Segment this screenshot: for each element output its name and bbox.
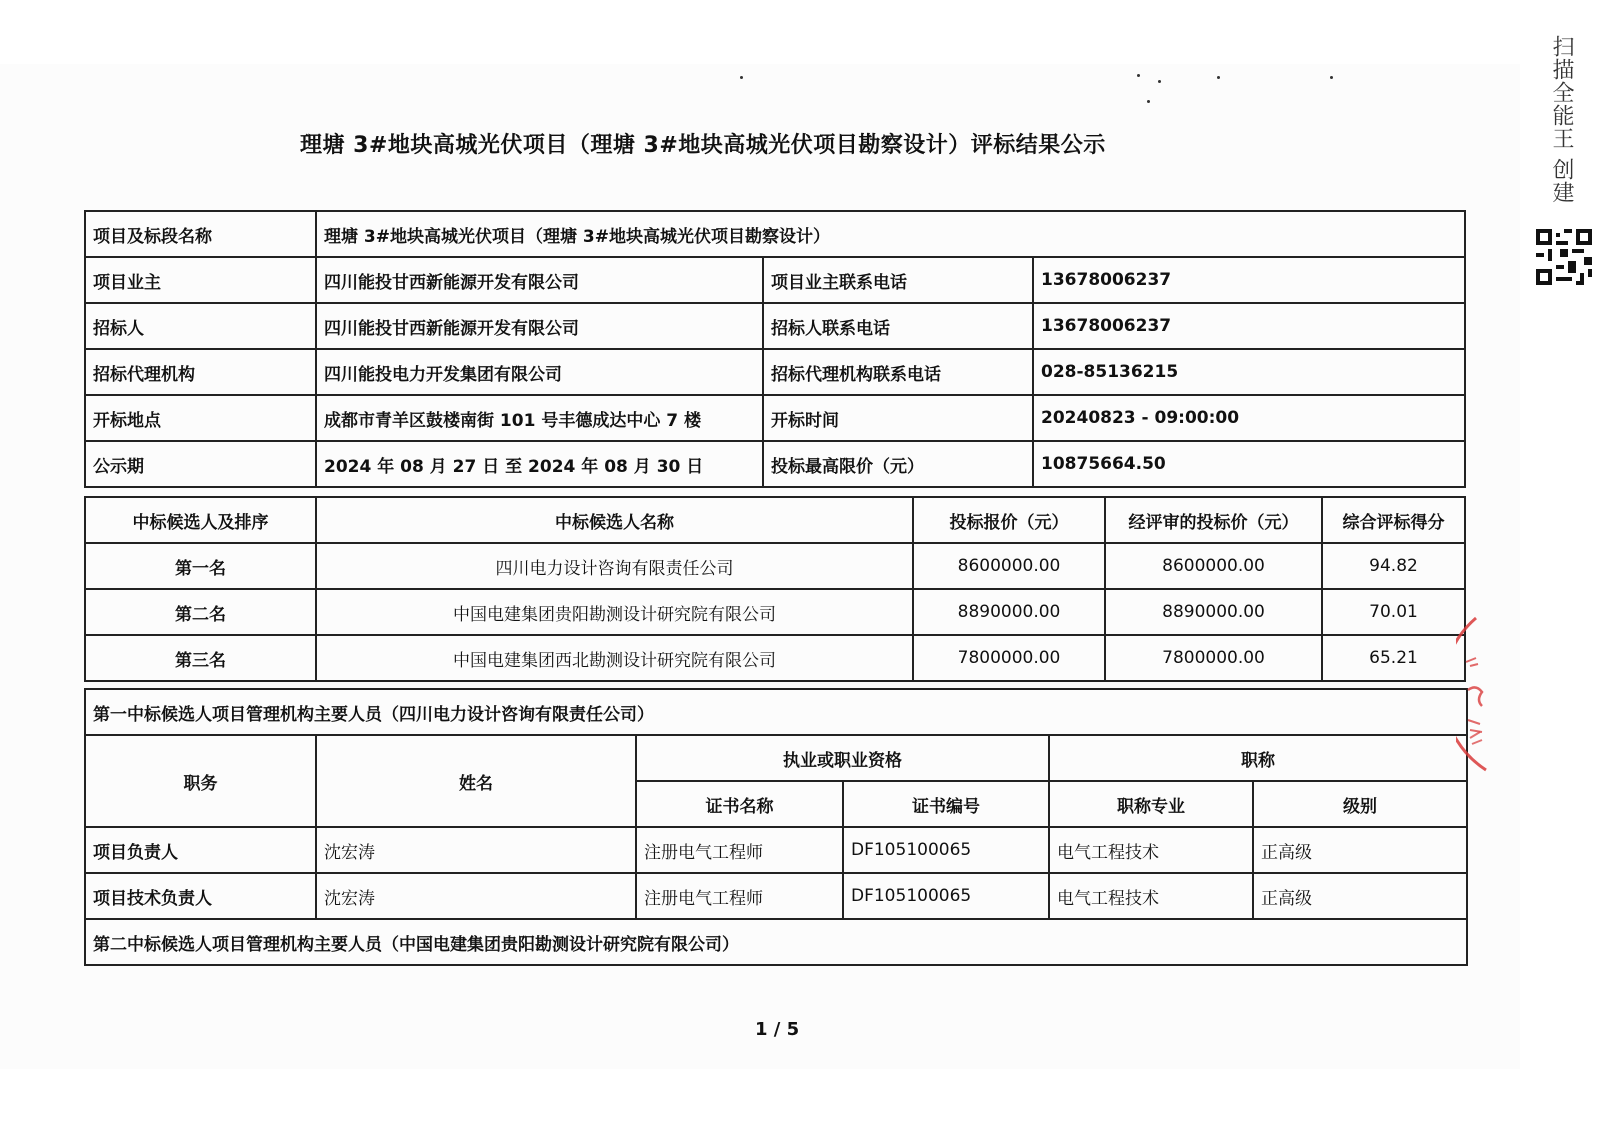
- owner-phone-value: 13678006237: [1033, 257, 1465, 303]
- rank-cell: 第三名: [85, 635, 316, 681]
- header-reviewed-price: 经评审的投标价（元）: [1105, 497, 1322, 543]
- table-row: [85, 441, 1465, 487]
- level-cell: 正高级: [1253, 827, 1467, 873]
- candidate-name-cell: 四川电力设计咨询有限责任公司: [316, 543, 913, 589]
- header-title: 职称: [1049, 735, 1467, 781]
- tenderer-phone-label: 招标人联系电话: [763, 303, 1033, 349]
- level-cell: 正高级: [1253, 873, 1467, 919]
- project-info-table: [84, 210, 1466, 488]
- open-time-label: 开标时间: [763, 395, 1033, 441]
- header-role: 职务: [85, 735, 316, 827]
- scan-speck: [1137, 74, 1140, 77]
- cert-no-cell: DF105100065: [843, 827, 1049, 873]
- page-number: 1 / 5: [755, 1019, 800, 1040]
- agency-value: 四川能投电力开发集团有限公司: [316, 349, 763, 395]
- table-row: [85, 303, 1465, 349]
- scan-speck: [1158, 80, 1161, 83]
- rank-cell: 第二名: [85, 589, 316, 635]
- header-title-major: 职称专业: [1049, 781, 1253, 827]
- table-row: [85, 395, 1465, 441]
- header-bid-price: 投标报价（元）: [913, 497, 1105, 543]
- rank-cell: 第一名: [85, 543, 316, 589]
- candidates-table: [84, 496, 1466, 682]
- period-label: 公示期: [85, 441, 316, 487]
- table-row: [85, 827, 1467, 873]
- header-cert-no: 证书编号: [843, 781, 1049, 827]
- role-cell: 项目技术负责人: [85, 873, 316, 919]
- header-cert-name: 证书名称: [636, 781, 843, 827]
- table-row: [85, 873, 1467, 919]
- table-header-row: [85, 497, 1465, 543]
- section2-title: 第二中标候选人项目管理机构主要人员（中国电建集团贵阳勘测设计研究院有限公司）: [85, 919, 1467, 965]
- agency-phone-value: 028-85136215: [1033, 349, 1465, 395]
- period-value: 2024 年 08 月 27 日 至 2024 年 08 月 30 日: [316, 441, 763, 487]
- header-level: 级别: [1253, 781, 1467, 827]
- location-label: 开标地点: [85, 395, 316, 441]
- section-title-row: [85, 919, 1467, 965]
- open-time-value: 20240823 - 09:00:00: [1033, 395, 1465, 441]
- header-rank: 中标候选人及排序: [85, 497, 316, 543]
- title-major-cell: 电气工程技术: [1049, 827, 1253, 873]
- table-row: [85, 257, 1465, 303]
- document-title: 理塘 3#地块高城光伏项目（理塘 3#地块高城光伏项目勘察设计）评标结果公示: [300, 133, 1106, 158]
- tenderer-label: 招标人: [85, 303, 316, 349]
- section1-title: 第一中标候选人项目管理机构主要人员（四川电力设计咨询有限责任公司）: [85, 689, 1467, 735]
- bid-price-cell: 8890000.00: [913, 589, 1105, 635]
- agency-label: 招标代理机构: [85, 349, 316, 395]
- bid-price-cell: 8600000.00: [913, 543, 1105, 589]
- title-major-cell: 电气工程技术: [1049, 873, 1253, 919]
- table-header-row: [85, 735, 1467, 781]
- owner-phone-label: 项目业主联系电话: [763, 257, 1033, 303]
- max-price-value: 10875664.50: [1033, 441, 1465, 487]
- scanner-watermark: 扫描全能王 创建: [1549, 35, 1574, 204]
- role-cell: 项目负责人: [85, 827, 316, 873]
- table-row: [85, 589, 1465, 635]
- reviewed-price-cell: 7800000.00: [1105, 635, 1322, 681]
- candidate-name-cell: 中国电建集团西北勘测设计研究院有限公司: [316, 635, 913, 681]
- section-title-row: [85, 689, 1467, 735]
- header-name: 姓名: [316, 735, 636, 827]
- score-cell: 94.82: [1322, 543, 1465, 589]
- table-row: [85, 635, 1465, 681]
- table-row: [85, 349, 1465, 395]
- bid-price-cell: 7800000.00: [913, 635, 1105, 681]
- location-value: 成都市青羊区鼓楼南街 101 号丰德成达中心 7 楼: [316, 395, 763, 441]
- project-name-label: 项目及标段名称: [85, 211, 316, 257]
- header-candidate-name: 中标候选人名称: [316, 497, 913, 543]
- agency-phone-label: 招标代理机构联系电话: [763, 349, 1033, 395]
- scan-speck: [740, 76, 743, 79]
- candidate-name-cell: 中国电建集团贵阳勘测设计研究院有限公司: [316, 589, 913, 635]
- score-cell: 70.01: [1322, 589, 1465, 635]
- owner-value: 四川能投甘西新能源开发有限公司: [316, 257, 763, 303]
- cert-name-cell: 注册电气工程师: [636, 827, 843, 873]
- cert-name-cell: 注册电气工程师: [636, 873, 843, 919]
- personnel-table: [84, 688, 1468, 966]
- tenderer-phone-value: 13678006237: [1033, 303, 1465, 349]
- scan-speck: [1147, 100, 1150, 103]
- max-price-label: 投标最高限价（元）: [763, 441, 1033, 487]
- tenderer-value: 四川能投甘西新能源开发有限公司: [316, 303, 763, 349]
- scan-speck: [1330, 76, 1333, 79]
- header-qualification: 执业或职业资格: [636, 735, 1049, 781]
- reviewed-price-cell: 8600000.00: [1105, 543, 1322, 589]
- scan-speck: [1217, 76, 1220, 79]
- header-score: 综合评标得分: [1322, 497, 1465, 543]
- reviewed-price-cell: 8890000.00: [1105, 589, 1322, 635]
- name-cell: 沈宏涛: [316, 827, 636, 873]
- owner-label: 项目业主: [85, 257, 316, 303]
- table-row: [85, 211, 1465, 257]
- name-cell: 沈宏涛: [316, 873, 636, 919]
- qr-code-icon: [1536, 229, 1592, 285]
- cert-no-cell: DF105100065: [843, 873, 1049, 919]
- score-cell: 65.21: [1322, 635, 1465, 681]
- table-row: [85, 543, 1465, 589]
- project-name-value: 理塘 3#地块高城光伏项目（理塘 3#地块高城光伏项目勘察设计）: [316, 211, 1465, 257]
- red-seal-stamp: [1456, 610, 1576, 800]
